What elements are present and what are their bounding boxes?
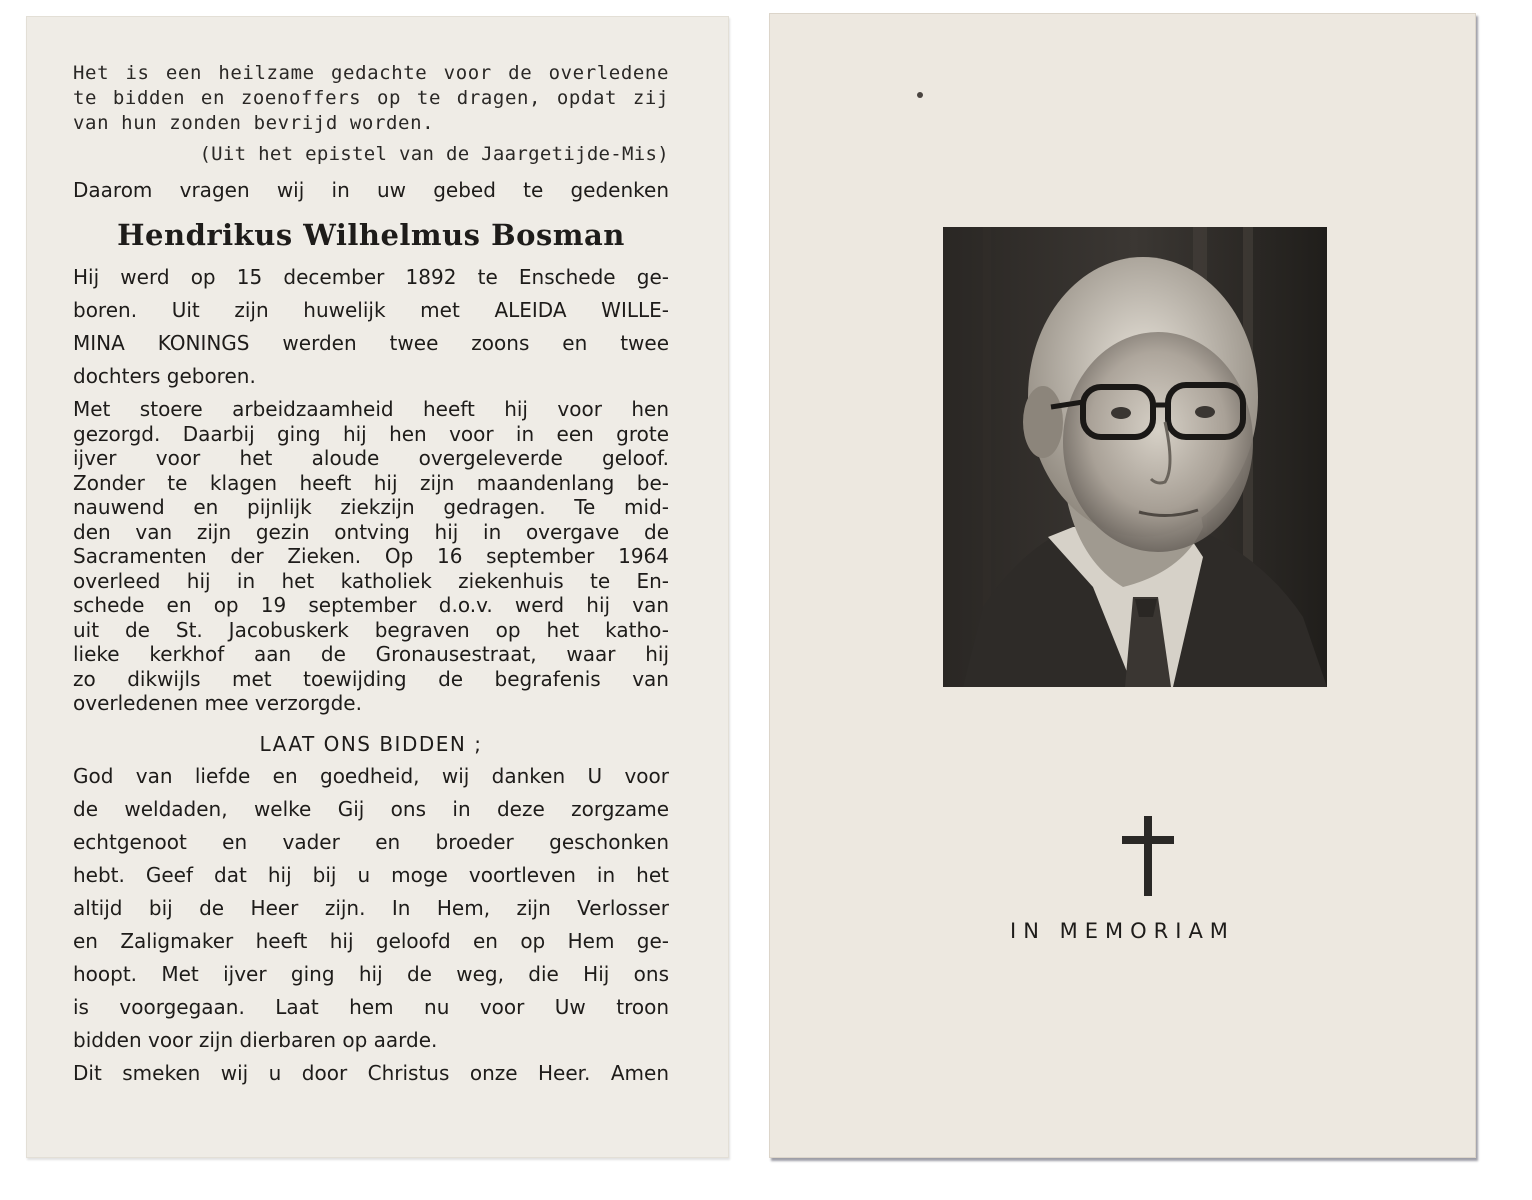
prayer-line: en Zaligmaker heeft hij geloofd en op Hem ge-	[73, 928, 669, 953]
deceased-name: Hendrikus Wilhelmus Bosman	[117, 218, 625, 252]
body-line: den van zijn gezin ontving hij in overgave de	[73, 519, 669, 544]
paper-speck	[917, 92, 923, 98]
body-line: Met stoere arbeidzaamheid heeft hij voor hen	[73, 397, 669, 421]
closing-line: Dit smeken wij u door Christus onze Heer. Amen	[73, 1060, 669, 1085]
body-line: schede en op 19 september d.o.v. werd hij van	[73, 593, 669, 617]
prayer-line: is voorgegaan. Laat hem nu voor Uw troon	[73, 994, 669, 1019]
bio-line: boren. Uit zijn huwelijk met ALEIDA WILLE-	[73, 298, 669, 322]
prayer-line: God van liefde en goedheid, wij danken U voor	[73, 763, 669, 788]
bio-line: MINA KONINGS werden twee zoons en twee	[73, 331, 669, 355]
portrait-photo	[943, 227, 1327, 687]
life-description	[73, 397, 669, 716]
cross-icon	[1122, 816, 1174, 896]
prayer-line: echtgenoot en vader en broeder geschonken	[73, 829, 669, 854]
bio-line: Hij werd op 15 december 1892 te Enschede ge-	[73, 265, 669, 289]
portrait-photo-drawing	[943, 227, 1327, 687]
memorial-card-text-side	[26, 16, 729, 1158]
epigraph-line: Het is een heilzame gedachte voor de overledene	[73, 62, 669, 84]
prayer-line: altijd bij de Heer zijn. In Hem, zijn Verlosser	[73, 895, 669, 920]
prayer-text	[73, 760, 669, 1057]
prayer-line: de weldaden, welke Gij ons in deze zorgzame	[73, 796, 669, 821]
body-line: Zonder te klagen heeft hij zijn maandenlang be-	[73, 470, 669, 495]
intro-line: Daarom vragen wij in uw gebed te gedenken	[73, 178, 669, 202]
body-line: nauwend en pijnlijk ziekzijn gedragen. Te mid-	[73, 495, 669, 519]
prayer-line: bidden voor zijn dierbaren op aarde.	[73, 1027, 438, 1052]
body-line: overleed hij in het katholiek ziekenhuis te En-	[73, 568, 669, 593]
prayer-line: hebt. Geef dat hij bij u moge voortleven in het	[73, 862, 669, 887]
in-memoriam-caption: IN MEMORIAM	[1010, 919, 1235, 943]
body-line: ijver voor het aloude overgeleverde geloof.	[73, 446, 669, 470]
prayer-heading: LAAT ONS BIDDEN ;	[259, 731, 483, 756]
body-line: uit de St. Jacobuskerk begraven op het katho-	[73, 617, 669, 642]
prayer-line: hoopt. Met ijver ging hij de weg, die Hij ons	[73, 961, 669, 986]
body-line: zo dikwijls met toewijding de begrafenis van	[73, 666, 669, 691]
memorial-card-photo-side	[769, 13, 1476, 1158]
epigraph-line: te bidden en zoenoffers op te dragen, opdat zij	[73, 87, 669, 109]
body-line: overledenen mee verzorgde.	[73, 691, 362, 715]
body-line: gezorgd. Daarbij ging hij hen voor in een grote	[73, 421, 669, 446]
epigraph-line: van hun zonden bevrijd worden.	[73, 112, 435, 134]
body-line: lieke kerkhof aan de Gronausestraat, waar hij	[73, 642, 669, 666]
body-line: Sacramenten der Zieken. Op 16 september 1964	[73, 544, 669, 568]
epigraph	[73, 61, 669, 136]
text-column	[73, 61, 669, 1090]
bio-line: dochters geboren.	[73, 364, 256, 388]
biography	[73, 261, 669, 393]
epigraph-source: (Uit het epistel van de Jaargetijde-Mis)	[199, 143, 669, 165]
